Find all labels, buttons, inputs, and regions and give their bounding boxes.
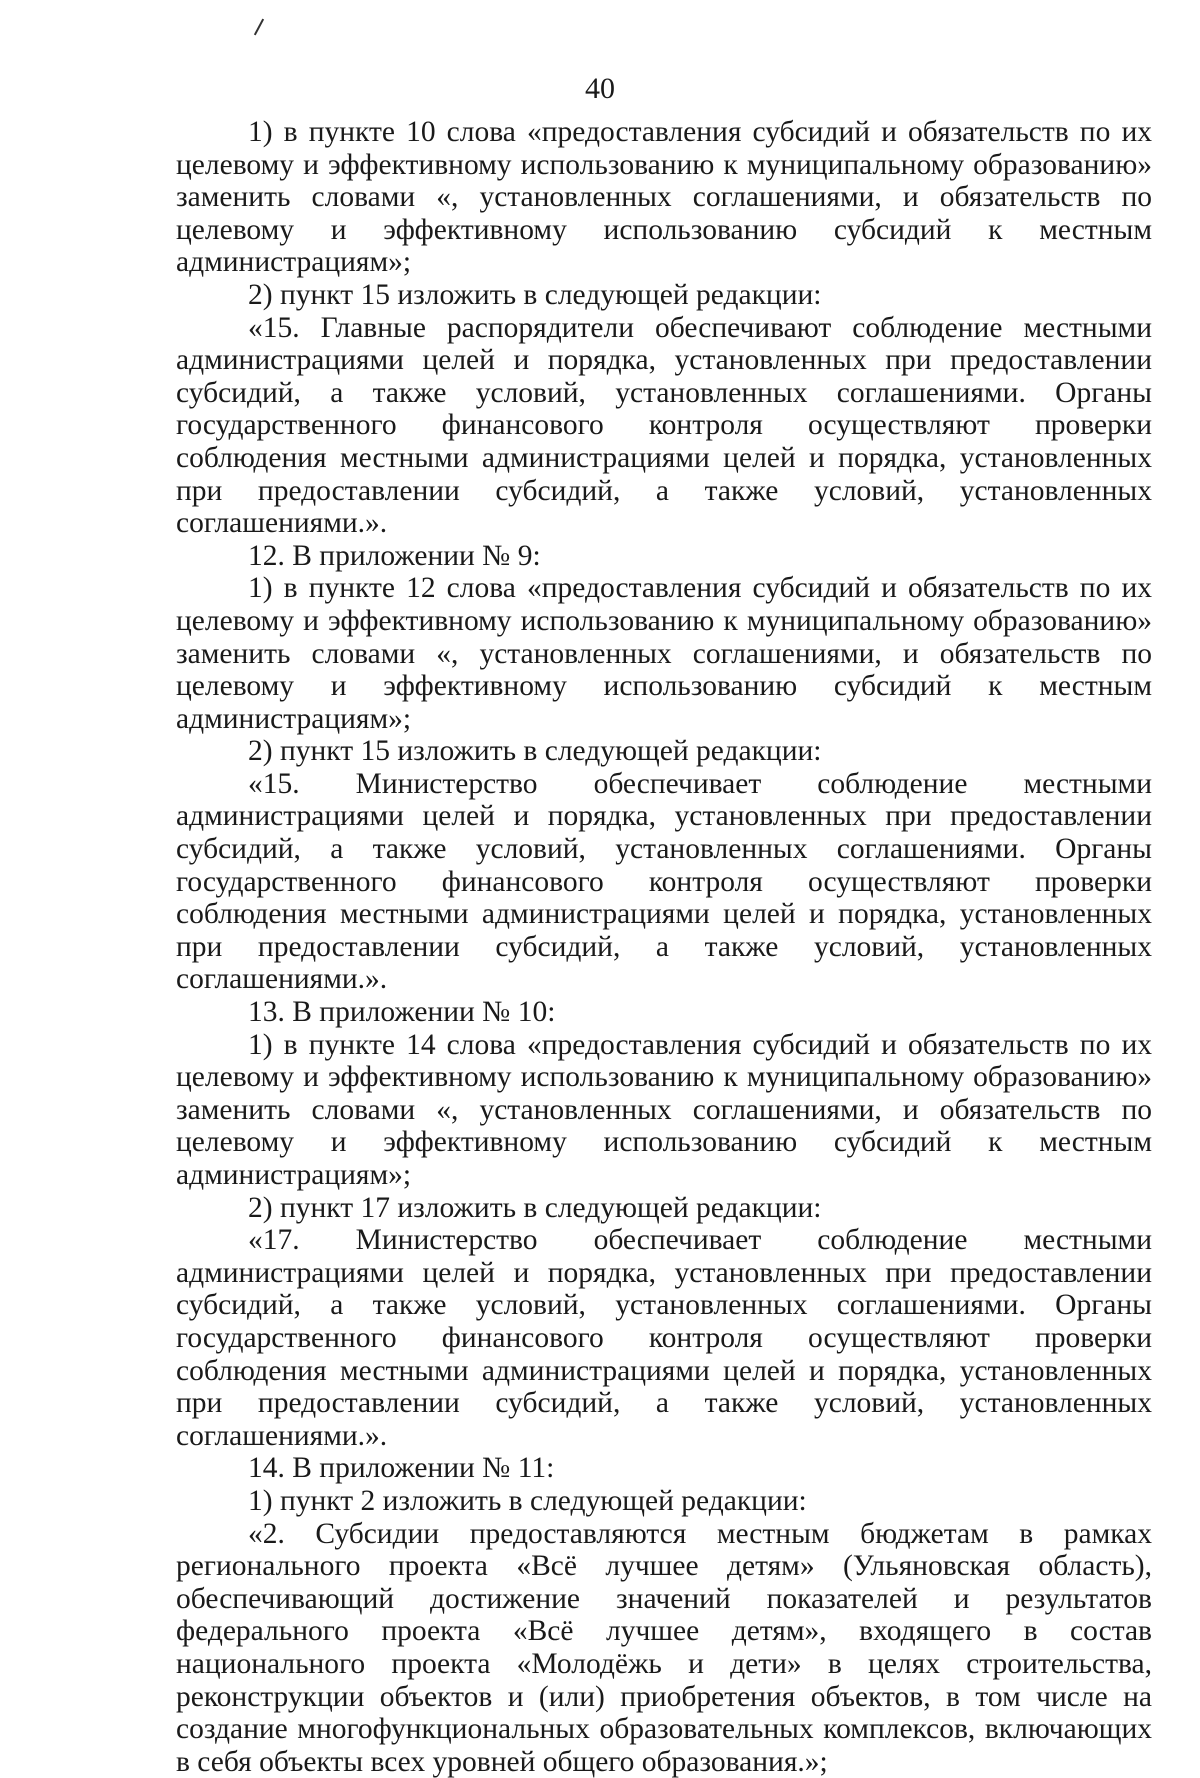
paragraph-3: «15. Главные распорядители обеспечивают соблюдение местными администрациями целей и порядка, установленных при предоставлении субсидий, а также условий, установленных соглашениями. Органы государственного финансового контроля осуществляют проверки соблюдения местными администрациями целей и порядка, установленных при предоставлении субсидий, а также условий, установленных соглашениями.». (176, 311, 1152, 540)
paragraph-14: «2. Субсидии предоставляются местным бюджетам в рамках регионального проекта «Всё лучшее детям» (Ульяновская область), обеспечивающий достижение значений показателей и результатов федерального проекта «Всё лучшее детям», входящего в состав национального проекта «Молодёжь и дети» в целях строительства, реконструкции объектов и (или) приобретения объектов, в том числе на создание многофункциональных образовательных комплексов, включающих в себя объекты всех уровней общего образования.»; (176, 1517, 1152, 1778)
paragraph-8: 13. В приложении № 10: (248, 996, 556, 1029)
document-body (176, 116, 1152, 1778)
scan-mark (254, 19, 264, 36)
paragraph-12: 14. В приложении № 11: (248, 1452, 555, 1485)
paragraph-4: 12. В приложении № 9: (248, 539, 541, 572)
paragraph-9: 1) в пункте 14 слова «предоставления субсидий и обязательств по их целевому и эффективному использованию к муниципальному образованию» заменить словами «, установленных соглашениями, и обязательств по целевому и эффективному использованию субсидий к местным администрациям»; (176, 1028, 1152, 1191)
paragraph-6: 2) пункт 15 изложить в следующей редакции: (248, 735, 822, 768)
paragraph-1: 1) в пункте 10 слова «предоставления субсидий и обязательств по их целевому и эффективному использованию к муниципальному образованию» заменить словами «, установленных соглашениями, и обязательств по целевому и эффективному использованию субсидий к местным администрациям»; (176, 116, 1152, 279)
paragraph-5: 1) в пункте 12 слова «предоставления субсидий и обязательств по их целевому и эффективному использованию к муниципальному образованию» заменить словами «, установленных соглашениями, и обязательств по целевому и эффективному использованию субсидий к местным администрациям»; (176, 572, 1152, 735)
page-number: 40 (585, 72, 615, 105)
paragraph-7: «15. Министерство обеспечивает соблюдение местными администрациями целей и порядка, установленных при предоставлении субсидий, а также условий, установленных соглашениями. Органы государственного финансового контроля осуществляют проверки соблюдения местными администрациями целей и порядка, установленных при предоставлении субсидий, а также условий, установленных соглашениями.». (176, 767, 1152, 996)
paragraph-2: 2) пункт 15 изложить в следующей редакции: (248, 278, 822, 311)
paragraph-10: 2) пункт 17 изложить в следующей редакции: (248, 1191, 822, 1224)
paragraph-11: «17. Министерство обеспечивает соблюдение местными администрациями целей и порядка, установленных при предоставлении субсидий, а также условий, установленных соглашениями. Органы государственного финансового контроля осуществляют проверки соблюдения местными администрациями целей и порядка, установленных при предоставлении субсидий, а также условий, установленных соглашениями.». (176, 1224, 1152, 1452)
paragraph-13: 1) пункт 2 изложить в следующей редакции: (248, 1484, 807, 1517)
